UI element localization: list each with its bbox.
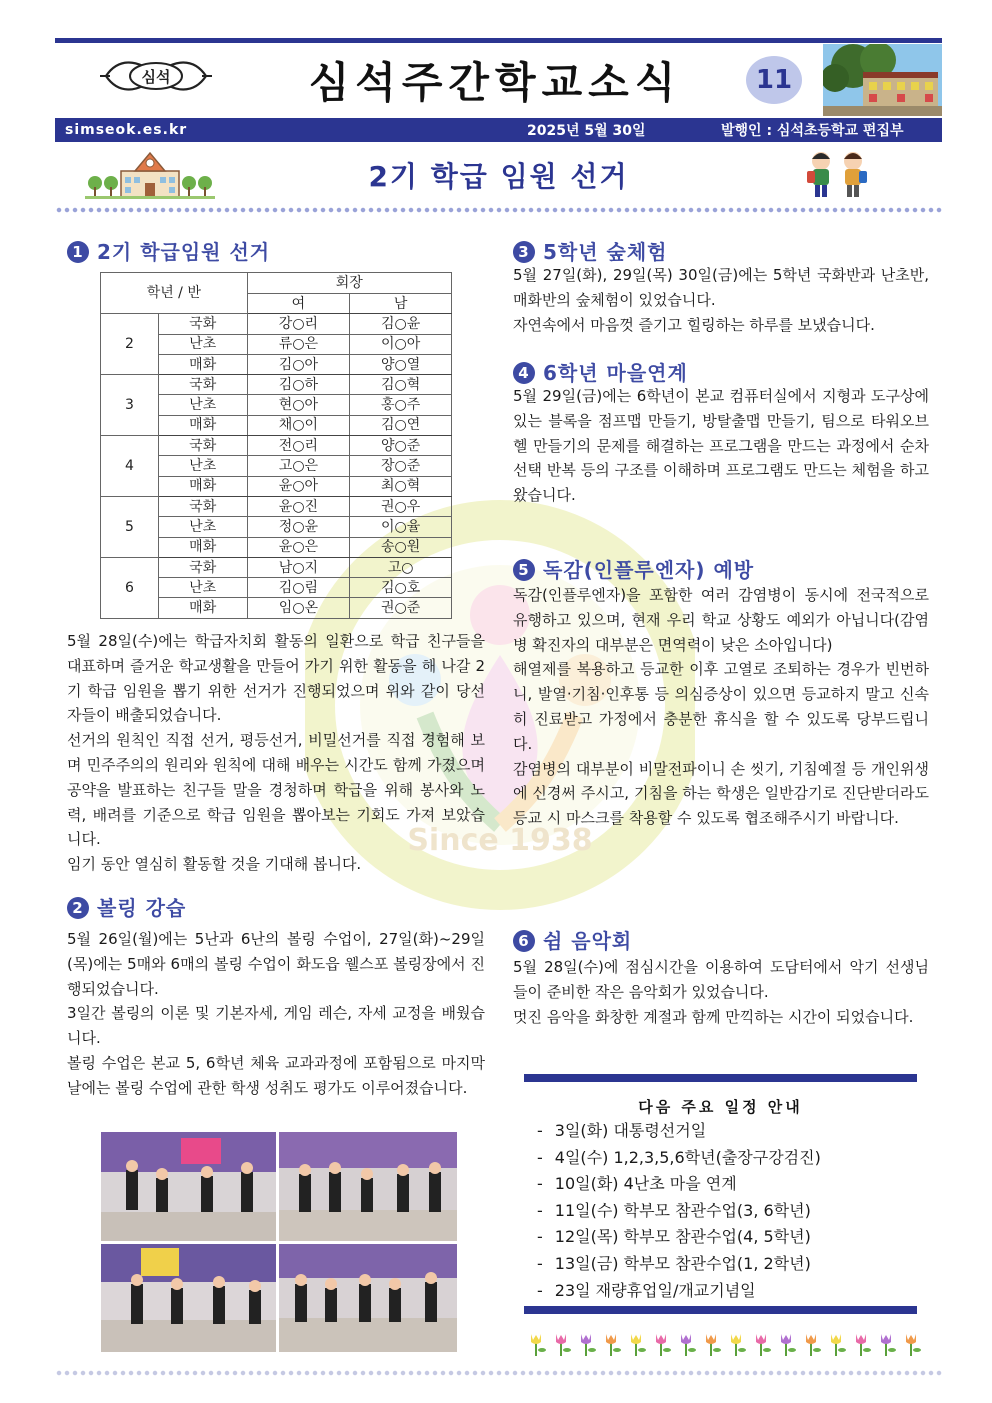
male-cell: 김○윤 (350, 314, 452, 334)
grade-cell: 2 (101, 314, 159, 375)
section5-number: 5 (513, 559, 535, 581)
section4-title (513, 357, 688, 386)
female-cell: 김○림 (247, 578, 350, 598)
male-cell: 권○준 (350, 598, 452, 618)
paragraph: 감염병의 대부분이 비말전파이니 손 씻기, 기침예절 등 개인위생에 신경써 주시고, 기침을 하는 학생은 일반감기로 진단받더라도 등교 시 마스크를 착용할 수 있도록 협조해주시기 바랍니다. (513, 759, 929, 828)
schedule-bottom-bar (524, 1306, 917, 1314)
male-cell: 김○연 (350, 415, 452, 435)
male-cell: 이○율 (350, 517, 452, 537)
section3-number: 3 (513, 241, 535, 263)
top-rule (55, 38, 942, 43)
paper-title: 심석주간학교소식 (308, 58, 682, 107)
class-cell: 매화 (158, 415, 247, 435)
male-cell: 양○준 (350, 436, 452, 456)
paragraph: 3일간 볼링의 이론 및 기본자세, 게임 레슨, 자세 교정을 배웠습니다. (67, 1004, 485, 1048)
section1-number: 1 (67, 241, 89, 263)
female-cell: 윤○진 (247, 496, 350, 516)
section5-title (513, 554, 754, 583)
female-cell: 류○은 (247, 334, 350, 354)
female-cell: 고○은 (247, 456, 350, 476)
section1-body (67, 629, 485, 877)
class-cell: 매화 (158, 598, 247, 618)
class-cell: 국화 (158, 314, 247, 334)
issue-number: 11 (746, 56, 802, 104)
schedule-title: 다음 주요 일정 안내 (638, 1098, 803, 1116)
grade-cell: 4 (101, 436, 159, 497)
watermark-since: Since 1938 (407, 823, 593, 858)
schedule-item: - 23일 재량휴업일/개교기념일 (537, 1278, 917, 1305)
female-cell: 강○리 (247, 314, 350, 334)
paragraph: 5월 29일(금)에는 6학년이 본교 컴퓨터실에서 지형과 도구상에 있는 블록을 점프맵 만들기, 방탈출맵 만들기, 팀으로 타워오브헬 만들기의 문제를 해결하는 프로그램을 만드는 과정에서 순차 선택 반복 등의 구조를 이해하며 프로그램도 만드는 체험을 하고 왔습니다. (513, 387, 929, 505)
school-logo-icon (98, 52, 214, 100)
class-cell: 국화 (158, 375, 247, 395)
class-cell: 국화 (158, 496, 247, 516)
schedule-item: - 13일(금) 학부모 참관수업(1, 2학년) (537, 1251, 917, 1278)
bowling-photo (279, 1244, 457, 1352)
publisher: 발행인 : 심석초등학교 편집부 (721, 123, 904, 139)
grade-cell: 3 (101, 375, 159, 436)
section6-title (513, 925, 632, 954)
tulip-border-icon (528, 1330, 942, 1358)
section6-title-text: 쉼 음악회 (543, 929, 633, 953)
bowling-photo (279, 1132, 457, 1241)
section2-title-text: 볼링 강습 (97, 896, 187, 920)
paragraph: 볼링 수업은 본교 5, 6학년 체육 교과과정에 포함됨으로 마지막 날에는 볼링 수업에 관한 학생 성취도 평가도 이루어졌습니다. (67, 1053, 485, 1097)
students-icon (803, 149, 873, 199)
female-cell: 전○리 (247, 436, 350, 456)
table-header-female: 여 (247, 294, 350, 314)
section1-title-text: 2기 학급임원 선거 (97, 240, 271, 264)
paragraph: 5월 28일(수)에는 학급자치회 활동의 일환으로 학급 친구들을 대표하며 즐거운 학교생활을 만들어 가기 위한 활동을 해 나갈 2기 학급 임원을 뽑기 위한 선거가 진행되었으며 위와 같이 당선자들이 배출되었습니다. (67, 632, 485, 725)
female-cell: 김○아 (247, 354, 350, 374)
site-link[interactable]: simseok.es.kr (65, 122, 188, 138)
female-cell: 윤○은 (247, 537, 350, 557)
table-header-male: 남 (350, 294, 452, 314)
class-cell: 난초 (158, 456, 247, 476)
section2-title (67, 892, 186, 921)
info-bar (55, 118, 942, 142)
grade-cell: 5 (101, 496, 159, 557)
section2-body (67, 927, 485, 1101)
class-cell: 매화 (158, 537, 247, 557)
section3-body (513, 263, 929, 337)
table-header-grade-class: 학년 / 반 (101, 273, 248, 314)
paragraph: 자연속에서 마음껏 즐기고 힐링하는 하루를 보냈습니다. (513, 315, 875, 334)
section4-title-text: 6학년 마을연계 (543, 361, 688, 385)
schedule-top-bar (524, 1074, 917, 1082)
male-cell: 양○열 (350, 354, 452, 374)
section2-number: 2 (67, 897, 89, 919)
paragraph: 5월 27일(화), 29일(목) 30일(금)에는 5학년 국화반과 난초반, 매화반의 숲체험이 있었습니다. (513, 266, 929, 309)
schedule-item: - 4일(수) 1,2,3,5,6학년(출장구강검진) (537, 1145, 917, 1172)
class-cell: 난초 (158, 395, 247, 415)
female-cell: 현○아 (247, 395, 350, 415)
male-cell: 최○혁 (350, 476, 452, 496)
section3-title-text: 5학년 숲체험 (543, 240, 668, 264)
male-cell: 홍○주 (350, 395, 452, 415)
paragraph: 5월 26일(월)에는 5난과 6난의 볼링 수업이, 27일(화)~29일(목)에는 5매와 6매의 볼링 수업이 화도읍 웰스포 볼링장에서 진행되었습니다. (67, 930, 485, 998)
male-cell: 김○호 (350, 578, 452, 598)
section4-body (513, 384, 929, 508)
class-cell: 매화 (158, 354, 247, 374)
paragraph: 선거의 원칙인 직접 선거, 평등선거, 비밀선거를 직접 경험해 보며 민주주의의 원리와 원칙에 대해 배우는 시간도 함께 가졌으며 공약을 발표하는 친구들 말을 경청하며 학급을 위해 봉사와 노력, 배려를 기준으로 학급 임원을 뽑아보는 기회도 가져 보았습니다. (67, 731, 485, 849)
officer-table (100, 272, 452, 619)
class-cell: 난초 (158, 517, 247, 537)
section3-title (513, 236, 667, 265)
headline: 2기 학급 임원 선거 (368, 160, 629, 193)
class-cell: 난초 (158, 334, 247, 354)
male-cell: 고○ (350, 557, 452, 577)
schedule-item: - 3일(화) 대통령선거일 (537, 1118, 917, 1145)
issue-date: 2025년 5월 30일 (527, 123, 646, 139)
section5-body (513, 583, 929, 831)
class-cell: 난초 (158, 578, 247, 598)
class-cell: 국화 (158, 436, 247, 456)
female-cell: 정○윤 (247, 517, 350, 537)
bottom-dotted-divider (55, 1369, 942, 1377)
bowling-photo (101, 1244, 276, 1352)
paragraph: 5월 28일(수)에 점심시간을 이용하여 도담터에서 악기 선생님들이 준비한 작은 음악회가 있었습니다. (513, 958, 929, 1001)
paragraph: 멋진 음악을 화창한 계절과 함께 만끽하는 시간이 되었습니다. (513, 1007, 914, 1026)
school-photo (823, 44, 942, 116)
grade-cell: 6 (101, 557, 159, 618)
paragraph: 독감(인플루엔자)을 포함한 여러 감염병이 동시에 전국적으로 유행하고 있으며, 현재 우리 학교 상황도 예외가 아닙니다(감염병 확진자의 대부분은 면역력이 낮은 소아입니다) (513, 586, 929, 654)
female-cell: 남○지 (247, 557, 350, 577)
paragraph: 해열제를 복용하고 등교한 이후 고열로 조퇴하는 경우가 빈번하니, 발열·기침·인후통 등 의심증상이 있으면 등교하지 말고 신속히 진료받고 가정에서 충분한 휴식을 할 수 있도록 당부드립니다. (513, 660, 929, 753)
class-cell: 국화 (158, 557, 247, 577)
female-cell: 김○하 (247, 375, 350, 395)
paragraph: 임기 동안 열심히 활동할 것을 기대해 봅니다. (67, 855, 362, 874)
female-cell: 채○이 (247, 415, 350, 435)
male-cell: 김○혁 (350, 375, 452, 395)
female-cell: 윤○아 (247, 476, 350, 496)
female-cell: 임○온 (247, 598, 350, 618)
schedule-item: - 10일(화) 4난초 마을 연계 (537, 1171, 917, 1198)
schedule-list (537, 1118, 917, 1304)
bowling-photo (101, 1132, 276, 1241)
schedule-item: - 12일(목) 학부모 참관수업(4, 5학년) (537, 1224, 917, 1251)
section5-title-text: 독감(인플루엔자) 예방 (543, 558, 755, 582)
section6-number: 6 (513, 930, 535, 952)
section1-title (67, 236, 270, 265)
class-cell: 매화 (158, 476, 247, 496)
male-cell: 이○아 (350, 334, 452, 354)
table-header-president: 회장 (247, 273, 451, 294)
male-cell: 권○우 (350, 496, 452, 516)
section4-number: 4 (513, 362, 535, 384)
dotted-divider (55, 206, 942, 214)
male-cell: 송○원 (350, 537, 452, 557)
logo-text: 심석 (141, 68, 171, 86)
schedule-item: - 11일(수) 학부모 참관수업(3, 6학년) (537, 1198, 917, 1225)
headline-row (55, 145, 942, 207)
section6-body (513, 955, 929, 1029)
male-cell: 장○준 (350, 456, 452, 476)
